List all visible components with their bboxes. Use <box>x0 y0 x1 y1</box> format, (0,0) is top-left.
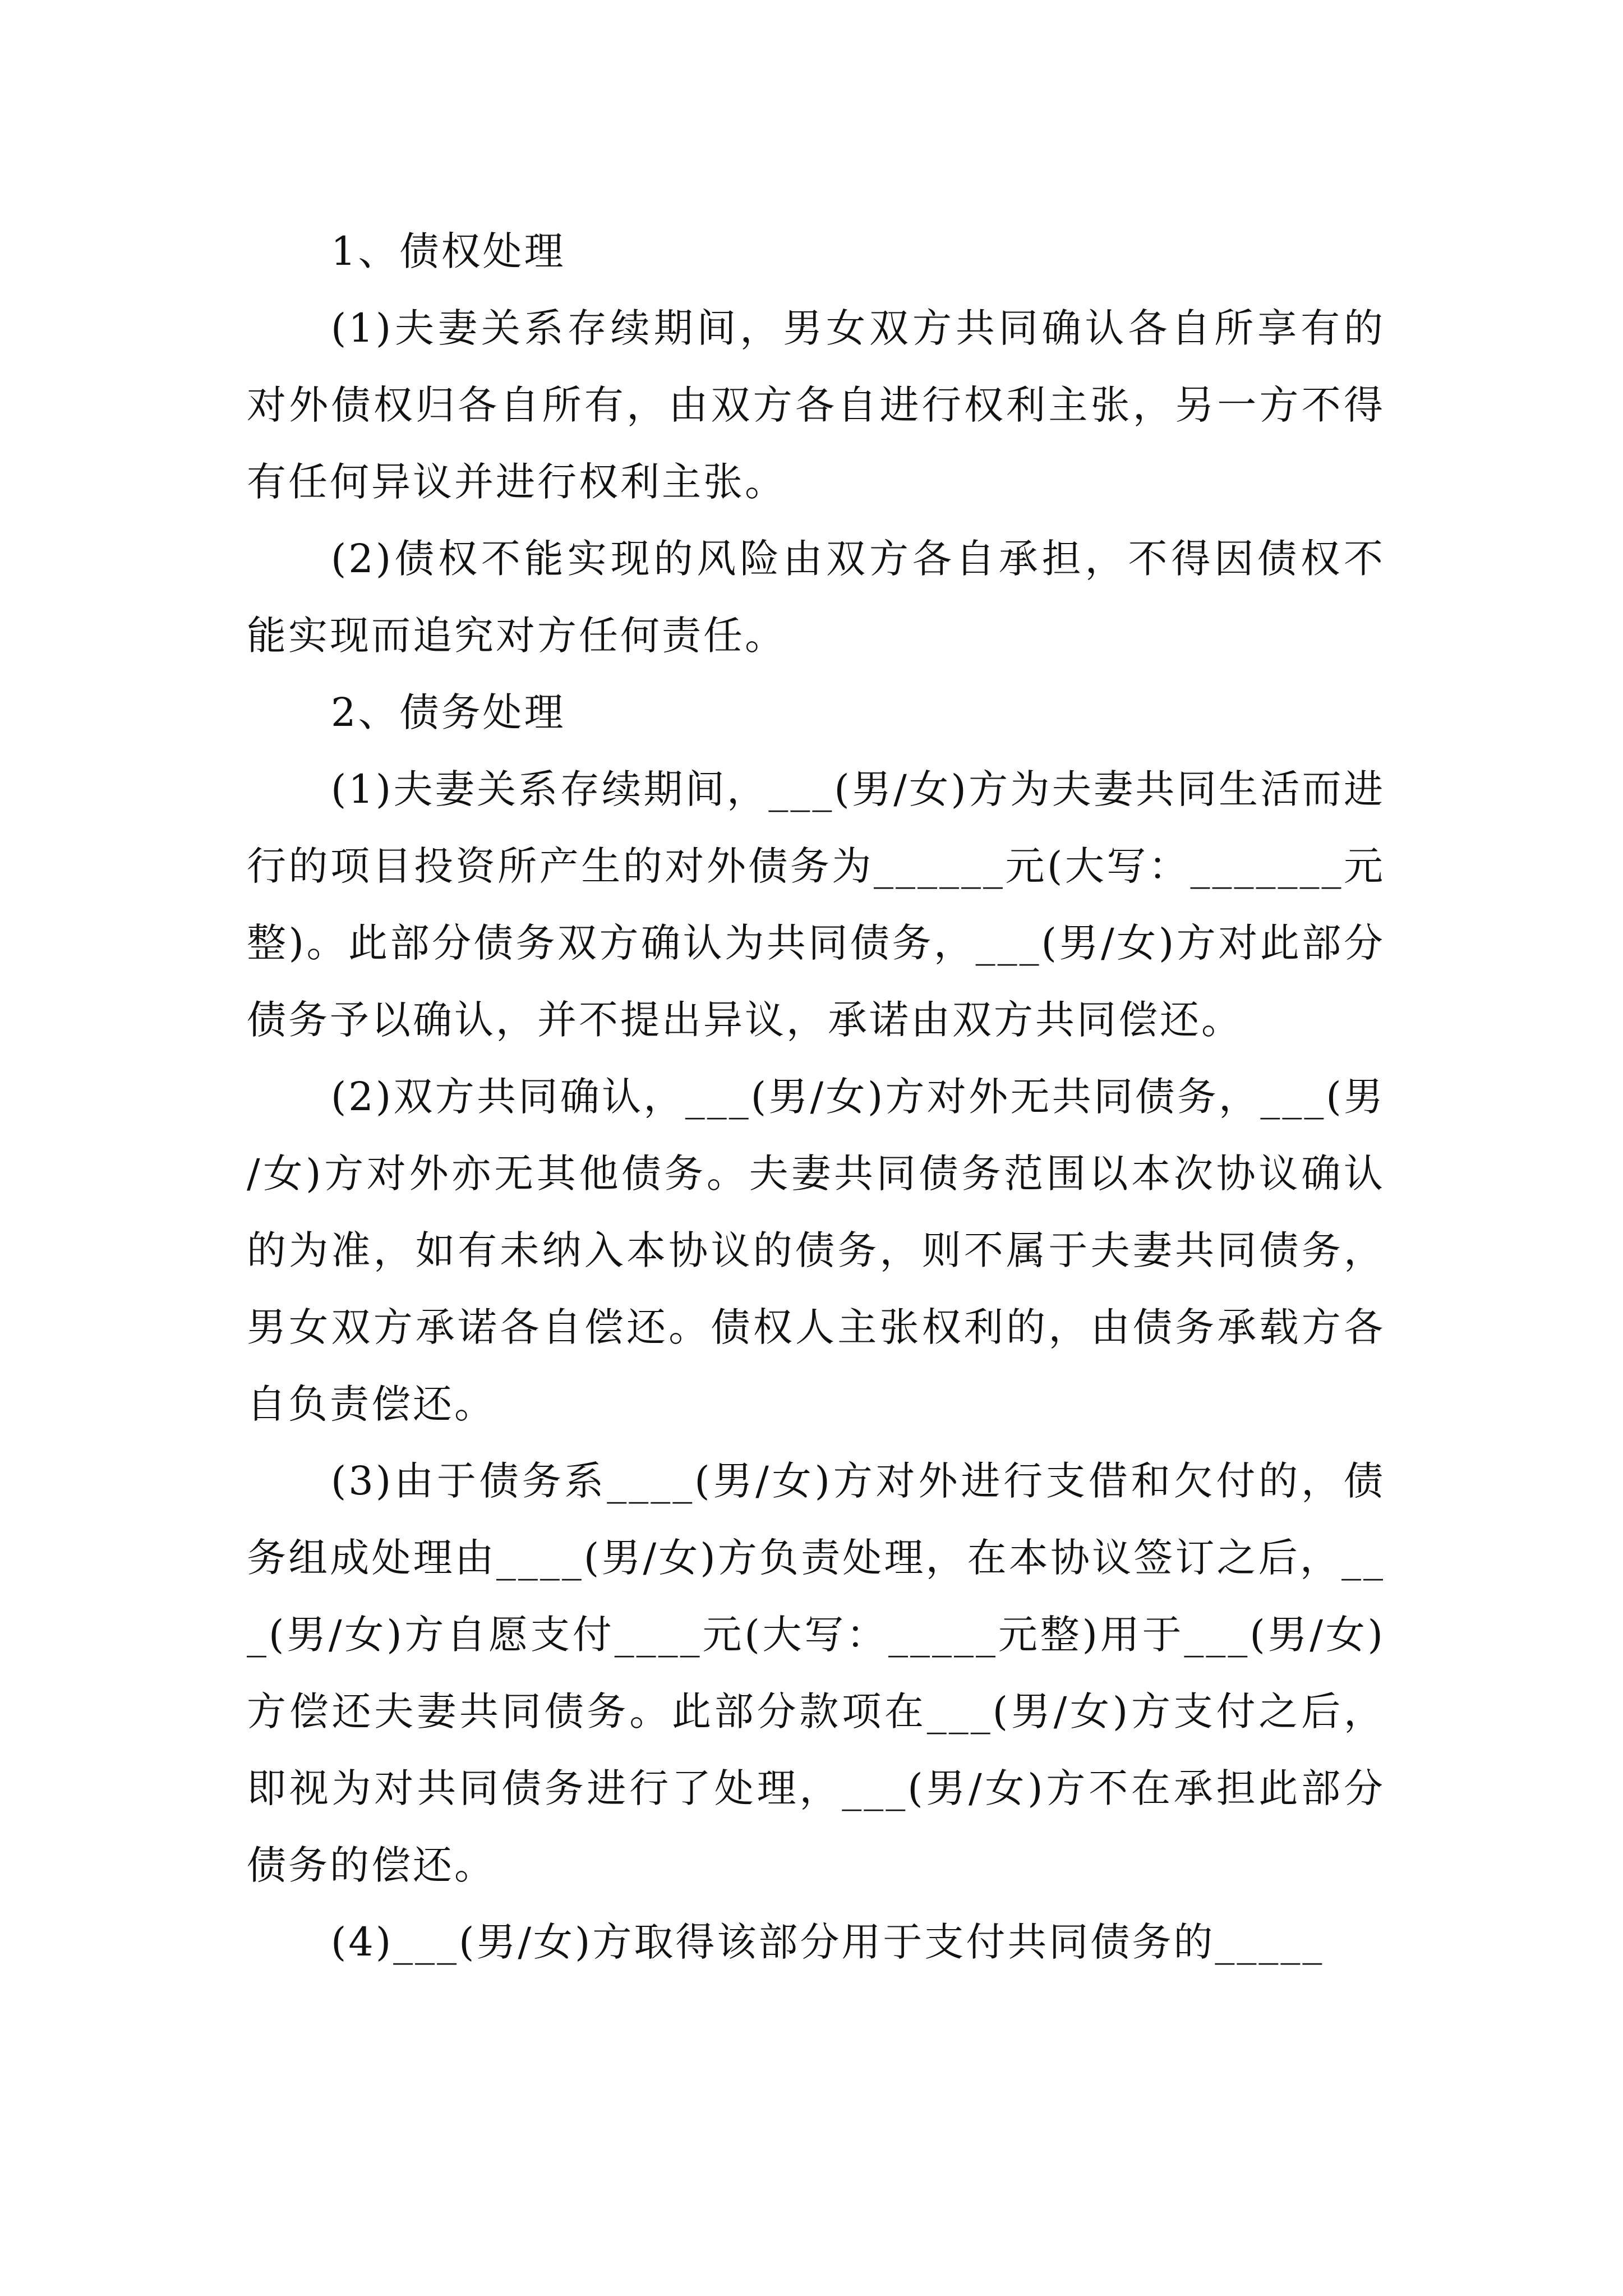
document-body <box>247 213 1385 1981</box>
paragraph-debts-4: (4)___(男/女)方取得该部分用于支付共同债务的_____ <box>331 1919 1325 1965</box>
section-heading-creditor-rights: 1、债权处理 <box>331 228 566 274</box>
paragraph-creditor-rights-2: (2)债权不能实现的风险由双方各自承担，不得因债权不能实现而追究对方任何责任。 <box>247 536 1385 659</box>
paragraph-debts-2: (2)双方共同确认，___(男/女)方对外无共同债务，___(男/女)方对外亦无其他债务。夫妻共同债务范围以本次协议确认的为准，如有未纳入本协议的债务，则不属于夫妻共同债务，男女双方承诺各自偿还。债权人主张权利的，由债务承载方各自负责偿还。 <box>247 1074 1385 1427</box>
paragraph-debts-1: (1)夫妻关系存续期间，___(男/女)方为夫妻共同生活而进行的项目投资所产生的对外债务为______元(大写：_______元整)。此部分债务双方确认为共同债务，___(男/女)方对此部分债务予以确认，并不提出异议，承诺由双方共同偿还。 <box>247 766 1385 1043</box>
paragraph-debts-3: (3)由于债务系____(男/女)方对外进行支借和欠付的，债务组成处理由____(男/女)方负责处理，在本协议签订之后，___(男/女)方自愿支付____元(大写：_____元整)用于___(男/女)方偿还夫妻共同债务。此部分款项在___(男/女)方支付之后，即视为对共同债务进行了处理，___(男/女)方不在承担此部分债务的偿还。 <box>247 1458 1385 1888</box>
paragraph-creditor-rights-1: (1)夫妻关系存续期间，男女双方共同确认各自所享有的对外债权归各自所有，由双方各自进行权利主张，另一方不得有任何异议并进行权利主张。 <box>247 305 1385 505</box>
section-heading-debts: 2、债务处理 <box>331 689 566 735</box>
